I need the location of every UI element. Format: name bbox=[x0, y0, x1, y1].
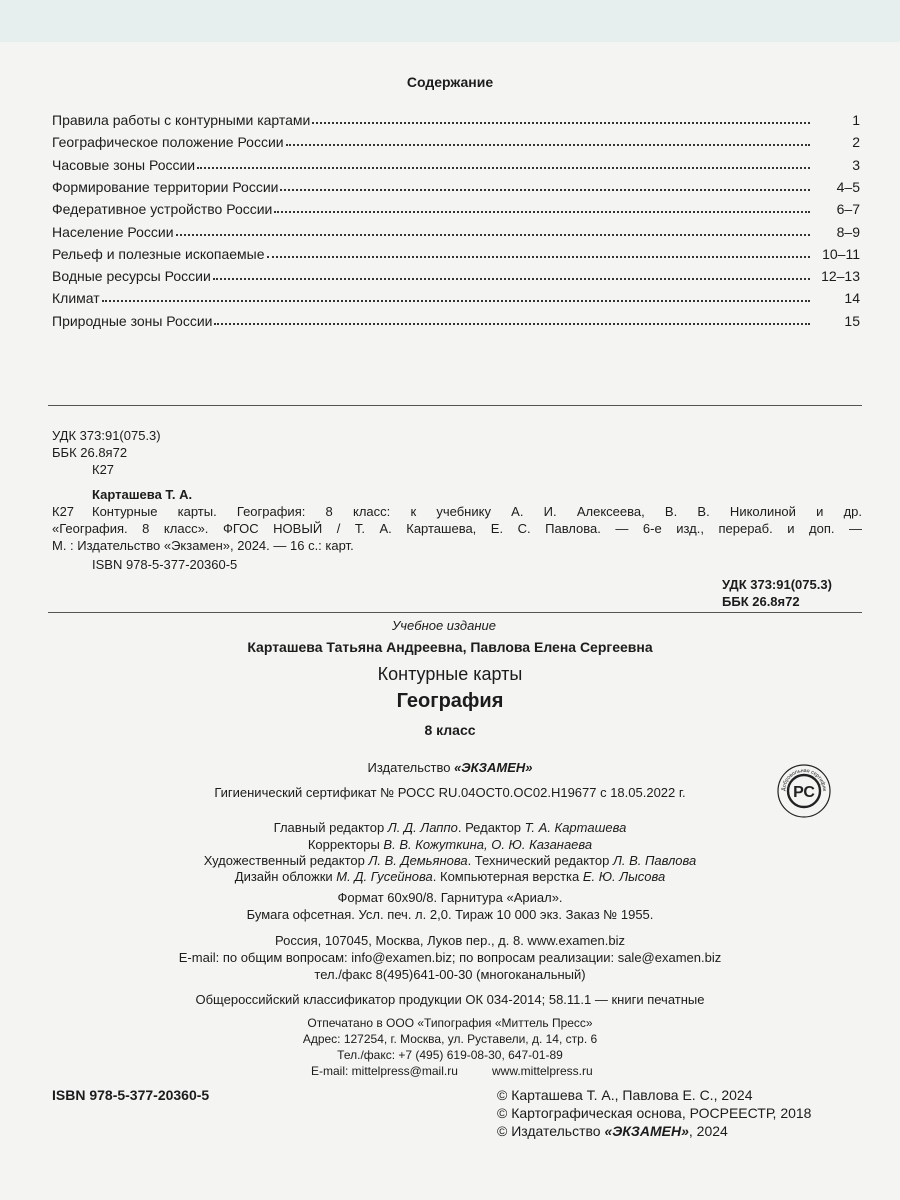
printer-line-3: Тел./факс: +7 (495) 619-08-30, 647-01-89 bbox=[337, 1048, 563, 1062]
toc-item-page: 10–11 bbox=[822, 246, 860, 262]
toc-item-page: 4–5 bbox=[836, 179, 860, 195]
staff-role: Художественный редактор bbox=[203, 853, 369, 868]
footer-isbn: ISBN 978-5-377-20360-5 bbox=[52, 1087, 210, 1103]
toc-item-page: 2 bbox=[852, 134, 860, 150]
toc-item-label: Водные ресурсы России bbox=[52, 268, 211, 284]
toc-item-page: 15 bbox=[844, 313, 860, 329]
staff-role: . Редактор bbox=[457, 820, 525, 835]
toc-item-label: Правила работы с контурными картами bbox=[52, 112, 311, 128]
toc-title: Содержание bbox=[406, 74, 494, 90]
staff-name: Л. Д. Лаппо bbox=[387, 820, 458, 835]
classifier-line: Общероссийский классификатор продукции ОК 034-2014; 58.11.1 — книги печатные bbox=[195, 992, 705, 1007]
copyright-publisher bbox=[497, 1123, 728, 1139]
printer-line-1: Отпечатано в ООО «Типография «Миттель Пресс» bbox=[307, 1016, 593, 1030]
toc-item-page: 1 bbox=[852, 112, 860, 128]
toc-item-label: Федеративное устройство России bbox=[52, 201, 273, 217]
toc-item-label: Часовые зоны России bbox=[52, 157, 196, 173]
copyright-publisher-year: , 2024 bbox=[688, 1123, 728, 1139]
toc-item bbox=[52, 264, 860, 284]
toc-item-label: Географическое положение России bbox=[52, 134, 284, 150]
toc-leader-dots bbox=[213, 278, 810, 280]
cert-arc-text: Добровольная сертифик bbox=[780, 767, 828, 792]
bbk-line: ББК 26.8я72 bbox=[52, 445, 128, 460]
toc-item bbox=[52, 242, 860, 262]
toc-item-page: 8–9 bbox=[836, 224, 860, 240]
copyright-authors: © Карташева Т. А., Павлова Е. С., 2024 bbox=[497, 1087, 753, 1103]
author-heading: Карташева Т. А. bbox=[92, 487, 193, 502]
staff-name: М. Д. Гусейнова bbox=[336, 869, 433, 884]
copyright-cartography: © Картографическая основа, РОСРЕЕСТР, 2018 bbox=[497, 1105, 812, 1121]
divider-top bbox=[48, 405, 862, 406]
toc-leader-dots bbox=[267, 256, 810, 258]
cert-letters: РС bbox=[793, 784, 815, 801]
bbk-right: ББК 26.8я72 bbox=[722, 594, 800, 609]
address-line-2: E-mail: по общим вопросам: info@examen.biz; по вопросам реализации: sale@examen.biz bbox=[178, 950, 722, 965]
toc-leader-dots bbox=[280, 189, 810, 191]
address-line-1: Россия, 107045, Москва, Луков пер., д. 8. www.examen.biz bbox=[275, 933, 625, 948]
format-line-2: Бумага офсетная. Усл. печ. л. 2,0. Тираж 10 000 экз. Заказ № 1955. bbox=[246, 907, 654, 922]
toc-leader-dots bbox=[312, 122, 810, 124]
staff-role: Дизайн обложки bbox=[234, 869, 337, 884]
subject-title: География bbox=[396, 690, 504, 712]
toc-item-label: Формирование территории России bbox=[52, 179, 279, 195]
staff-name: Л. В. Павлова bbox=[612, 853, 697, 868]
toc-item-label: Климат bbox=[52, 290, 100, 306]
publisher-name: «ЭКЗАМЕН» bbox=[454, 760, 533, 775]
toc-leader-dots bbox=[102, 300, 810, 302]
address-line-3: тел./факс 8(495)641-00-30 (многоканальный) bbox=[314, 967, 586, 982]
catalog-code: К27 bbox=[92, 462, 115, 477]
format-line-1: Формат 60х90/8. Гарнитура «Ариал». bbox=[337, 890, 563, 905]
toc-item-page: 6–7 bbox=[836, 201, 860, 217]
staff-role: Корректоры bbox=[307, 837, 384, 852]
toc-leader-dots bbox=[286, 144, 810, 146]
toc-leader-dots bbox=[176, 234, 810, 236]
copyright-publisher-prefix: © Издательство bbox=[497, 1123, 605, 1139]
toc-item bbox=[52, 309, 860, 329]
toc-item bbox=[52, 175, 860, 195]
staff-role: . Технический редактор bbox=[467, 853, 613, 868]
hygiene-certificate: Гигиенический сертификат № РОСС RU.04ОСТ0.ОС02.Н19677 с 18.05.2022 г. bbox=[214, 785, 686, 800]
toc-item bbox=[52, 130, 860, 150]
publisher-line bbox=[0, 760, 900, 775]
toc-item bbox=[52, 153, 860, 173]
staff-line bbox=[0, 837, 900, 852]
toc-item-page: 12–13 bbox=[821, 268, 860, 284]
udk-line: УДК 373:91(075.3) bbox=[52, 428, 161, 443]
catalog-line-3: М. : Издательство «Экзамен», 2024. — 16 с.: карт. bbox=[52, 538, 354, 553]
toc-leader-dots bbox=[214, 323, 810, 325]
staff-line bbox=[0, 869, 900, 884]
staff-line bbox=[0, 820, 900, 835]
staff-name: Т. А. Карташева bbox=[524, 820, 627, 835]
grade: 8 класс bbox=[424, 722, 476, 738]
udk-right: УДК 373:91(075.3) bbox=[722, 577, 832, 592]
toc-item bbox=[52, 197, 860, 217]
catalog-line-2: «География. 8 класс». ФГОС НОВЫЙ / Т. А. Карташева, Е. С. Павлова. — 6-е изд., перераб. и доп. — bbox=[52, 521, 862, 536]
authors-line: Карташева Татьяна Андреевна, Павлова Елена Сергеевна bbox=[247, 639, 653, 655]
subtitle: Контурные карты bbox=[377, 664, 523, 684]
edition-type: Учебное издание bbox=[392, 618, 496, 633]
staff-name: В. В. Кожуткина, О. Ю. Казанаева bbox=[383, 837, 593, 852]
printer-line-2: Адрес: 127254, г. Москва, ул. Руставели, д. 14, стр. 6 bbox=[302, 1032, 598, 1046]
toc-leader-dots bbox=[274, 211, 810, 213]
staff-role: . Компьютерная верстка bbox=[432, 869, 583, 884]
publisher-prefix: Издательство bbox=[367, 760, 455, 775]
toc-item bbox=[52, 286, 860, 306]
top-band bbox=[0, 0, 900, 42]
toc-item bbox=[52, 108, 860, 128]
toc-item-page: 14 bbox=[844, 290, 860, 306]
toc-item-label: Рельеф и полезные ископаемые bbox=[52, 246, 265, 262]
staff-role: Главный редактор bbox=[273, 820, 388, 835]
catalog-line-1: Контурные карты. География: 8 класс: к учебнику А. И. Алексеева, В. В. Николиной и др. bbox=[92, 504, 862, 519]
printer-email: E-mail: mittelpress@mail.ru bbox=[311, 1064, 458, 1078]
toc-item-page: 3 bbox=[852, 157, 860, 173]
toc-item-label: Население России bbox=[52, 224, 174, 240]
catalog-isbn: ISBN 978-5-377-20360-5 bbox=[92, 557, 238, 572]
staff-name: Л. В. Демьянова bbox=[368, 853, 468, 868]
copyright-publisher-name: «ЭКЗАМЕН» bbox=[604, 1123, 689, 1139]
divider-bottom bbox=[48, 612, 862, 613]
toc-leader-dots bbox=[197, 167, 810, 169]
printer-website: www.mittelpress.ru bbox=[492, 1064, 593, 1078]
toc-item-label: Природные зоны России bbox=[52, 313, 213, 329]
staff-line bbox=[0, 853, 900, 868]
certification-mark-icon bbox=[776, 763, 832, 819]
catalog-code-left: К27 bbox=[52, 504, 75, 519]
staff-name: Е. Ю. Лысова bbox=[582, 869, 666, 884]
toc-item bbox=[52, 220, 860, 240]
